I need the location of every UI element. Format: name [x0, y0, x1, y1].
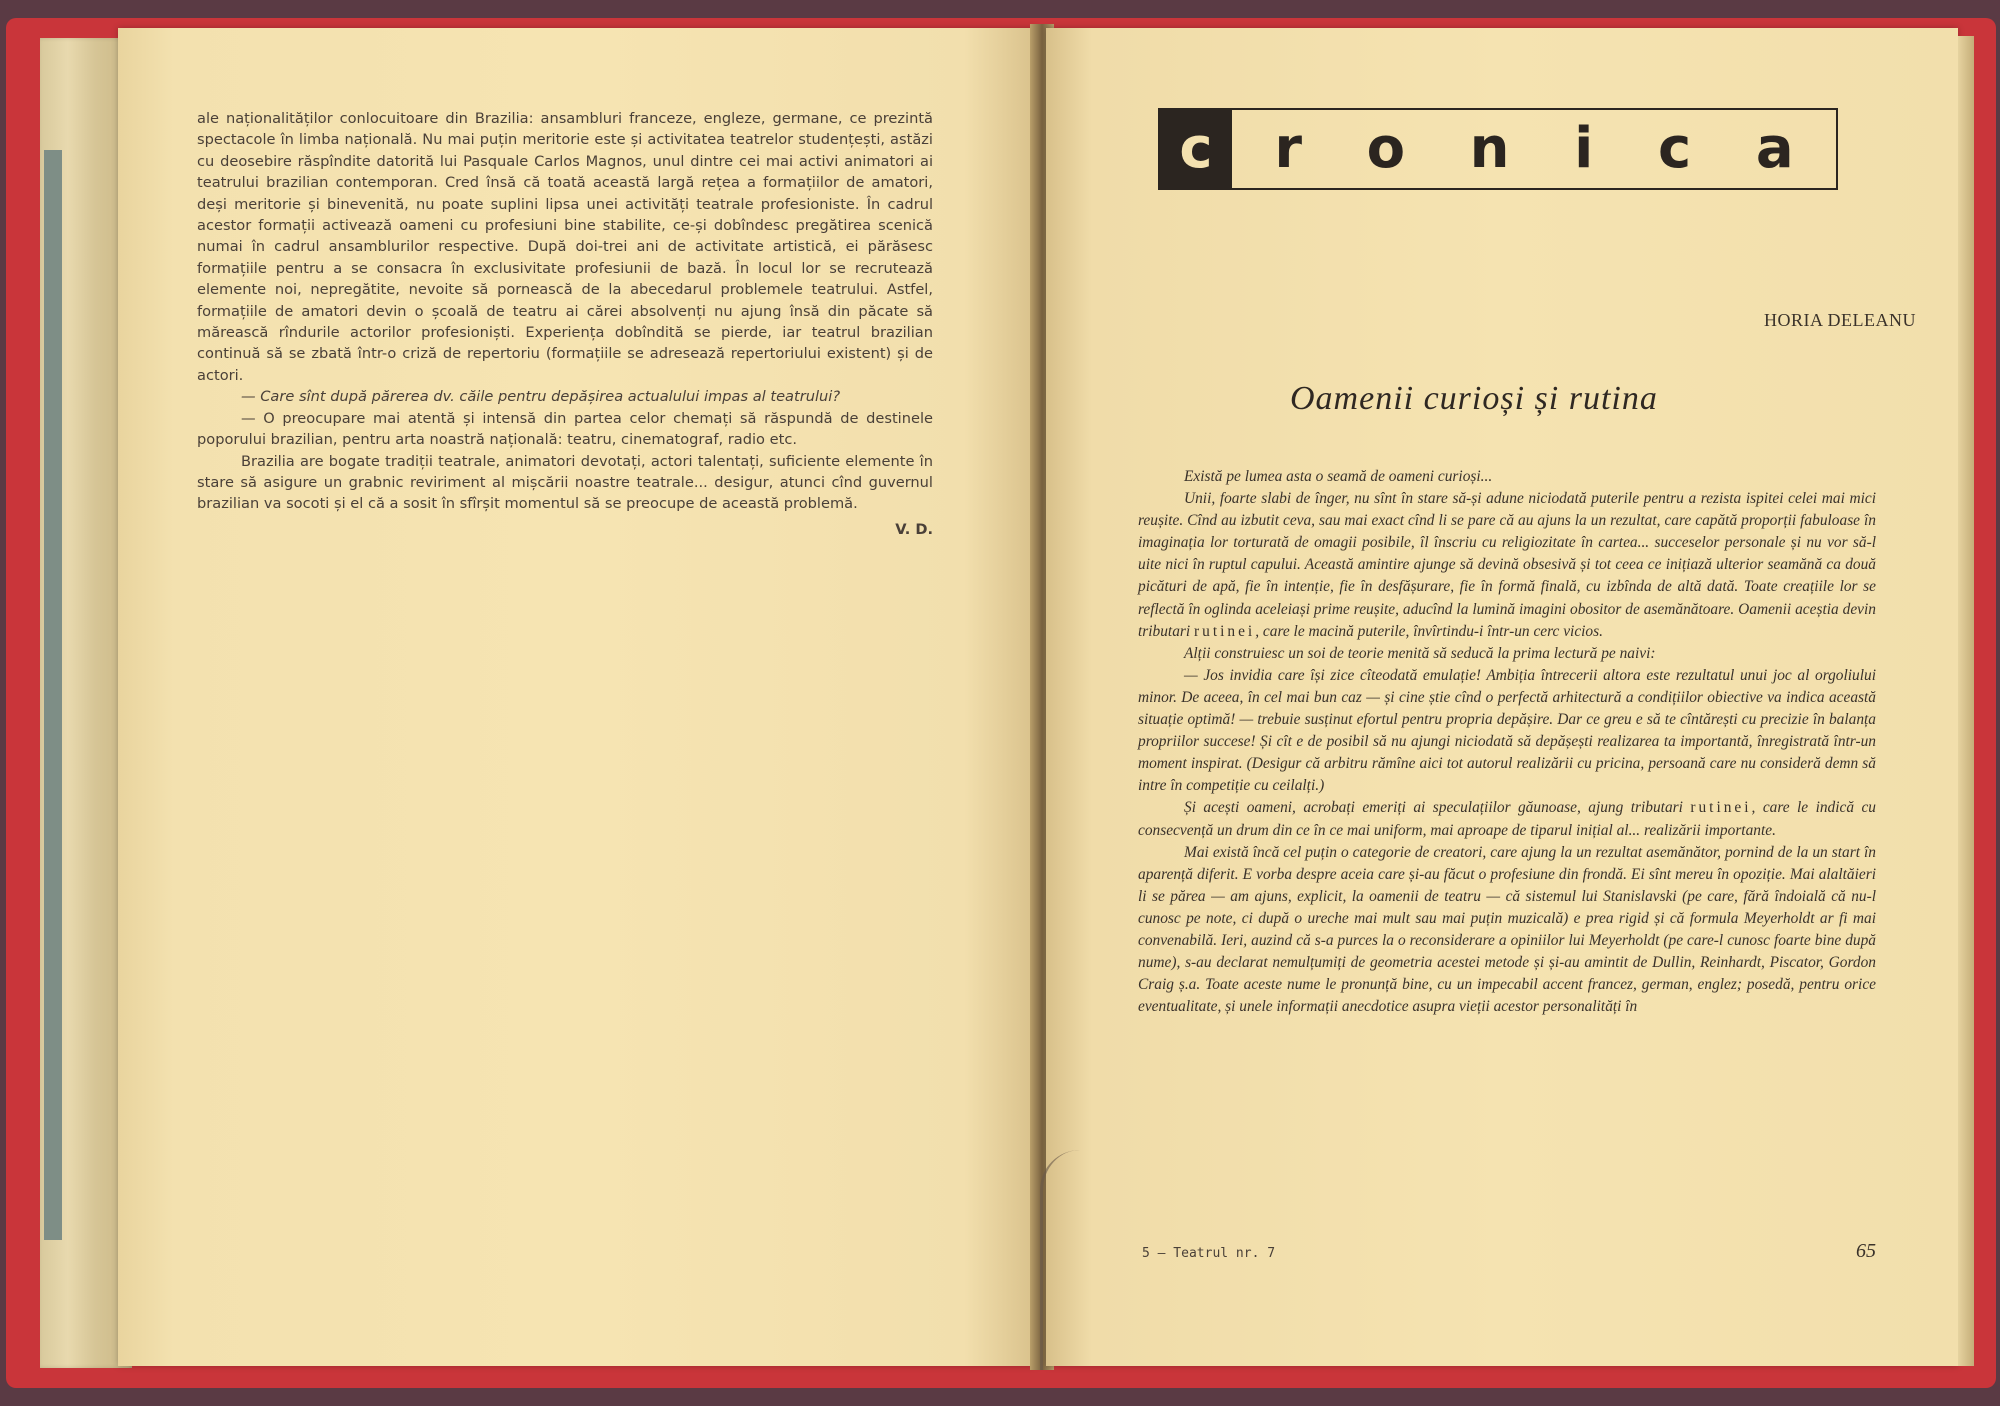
article-title: Oamenii curioși și rutina — [1290, 380, 1658, 417]
left-paragraph-closing: Brazilia are bogate tradiții teatrale, animatori devotați, actori talentați, suficiente elemente în stare să asigure un grabnic reviriment al mișcării noastre teatrale... desigur, atunci cînd guvernul brazilian va socoti și el că a sosit în sfîrșit momentul să se preocupe de această problemă. — [197, 452, 933, 513]
heading-letter: n — [1469, 116, 1510, 181]
heading-letter: c — [1658, 116, 1692, 181]
left-paragraph-question: — Care sînt după părerea dv. căile pentru depășirea actualului impas al teatrului? — [241, 388, 841, 406]
heading-letter: i — [1574, 116, 1594, 181]
p5-text: Și acești oameni, acrobați emeriți ai speculațiilor găunoase, ajung tributari — [1184, 799, 1683, 817]
left-page-text — [197, 108, 933, 540]
p5-end: , care le indică cu consecvență un drum din ce în ce mai uniform, mai aproape de tiparul inițial al... realizării importante. — [1138, 799, 1876, 839]
ribbon-marker — [1040, 1150, 1093, 1370]
right-page-text — [1138, 466, 1876, 1018]
left-signature: V. D. — [895, 520, 933, 538]
heading-letter: o — [1366, 116, 1406, 181]
page-stack-right — [1958, 36, 1974, 1366]
p2-spaced-word: rutinei — [1194, 622, 1256, 640]
right-paragraph-6: Mai există încă cel puțin o categorie de creatori, care ajung la un rezultat asemănător, pornind de la un start în aparență diferit. E vorba despre aceia care și-au făcut o profesiune din frondă. Ei sînt mereu în opoziție. Mai alaltăieri li se părea — am ajuns, explicit, la oamenii de teatru — că sistemul lui Stanislavski (pe care, fără îndoială că nu-l cunosc pe note, ci după o ureche mai mult sau mai puțin muzicală) e prea rigid și că formula Meyerholdt ar fi mai convenabilă. Ieri, auzind că s-a purces la o reconsiderare a opiniilor lui Meyerholdt (pe care-l cunosc foarte bine după nume), s-au declarat nemulțumiți de geometria acestei metode și și-au amintit de Dullin, Reinhardt, Piscator, Gordon Craig ș.a. Toate aceste nume le pronunță bine, cu un impecabil accent francez, german, englez; posedă, pentru orice eventualitate, și unele informații anecdotice asupra vieții acestor personalități în — [1138, 843, 1876, 1016]
right-paragraph-4: — Jos invidia care își zice cîteodată emulație! Ambiția întrecerii altora este rezultatul unui joc al orgoliului minor. De aceea, în cel mai bun caz — și cine știe cînd o perfectă arhitectură a condițiilor obiective va indica această situație optimă! — trebuie susținut efortul pentru propria depășire. Dar ce greu e să te cîntărești cu precizie în balanța propriilor succese! Și cît e de posibil să nu ajungi niciodată să depășești realizarea ta importantă, înregistrată într-un moment inspirat. (Desigur că arbitru rămîne aici tot autorul realizării cu pricina, persoană care nu consideră demn să intre în competiție cu ceilalți.) — [1138, 666, 1876, 795]
heading-letter: r — [1274, 116, 1302, 181]
heading-rest — [1232, 116, 1836, 181]
right-paragraph-5 — [1138, 797, 1876, 841]
left-paragraph-answer: — O preocupare mai atentă și intensă din partea celor chemați să răspundă de destinele poporului brazilian, pentru arta noastră națională: teatru, cinematograf, radio etc. — [197, 409, 933, 449]
section-heading-cronica — [1158, 108, 1838, 190]
heading-first-letter: c — [1160, 110, 1232, 188]
right-paragraph-2 — [1138, 488, 1876, 643]
p2-end: , care le macină puterile, învîrtindu-i într-un cerc vicios. — [1255, 622, 1603, 640]
right-paragraph-1: Există pe lumea asta o seamă de oameni curioși... — [1184, 468, 1493, 485]
bookmark-strip — [44, 150, 62, 1240]
right-paragraph-3: Alții construiesc un soi de teorie menită să seducă la prima lectură pe naivi: — [1184, 644, 1656, 662]
p2-text: Unii, foarte slabi de înger, nu sînt în stare să-și adune niciodată puterile pentru a rezista ispitei celei mai mici reușite. Cînd au izbutit ceva, sau mai exact cînd li se pare că au ajuns la un rezultat, care capătă proporții fabuloase în imaginația lor torturată de omagii posibile, îl înscriu cu religiozitate în cartea... succeselor personale și nu vor să-l uite nici în ruptul capului. Această amintire ajunge să devină obsesivă și tot ceea ce inițiază ulterior seamănă ca două picături de apă, fie în intenție, fie în desfășurare, fie în formă finală, cu izbînda de altă dată. Toate creațiile lor se reflectă în oglinda aceleiași prime reușite, aducînd la lumină imagini obositor de asemănătoare. Oamenii aceștia devin tributari — [1138, 490, 1876, 640]
left-paragraph-1: ale naționalităților conlocuitoare din Brazilia: ansambluri franceze, engleze, germane, ce prezintă spectacole în limba națională. Nu mai puțin meritorie este și activitatea teatrelor studențești, astăzi cu deosebire răspîndite datorită lui Pasquale Carlos Magnos, unul dintre cei mai activi animatori ai teatrului brazilian contemporan. Cred însă că toată această largă rețea a formațiilor de amatori, deși meritorie și binevenită, nu poate suplini lipsa unei activități teatrale profesioniste. În cadrul acestor formații activează oameni cu profesiuni bine stabilite, ce-și dobîndesc pregătirea scenică numai în cadrul ansamblurilor respective. După doi-trei ani de activitate artistică, ei părăsesc formațiile pentru a se consacra în exclusivitate profesiunii de bază. În locul lor se recrutează elemente noi, nepregătite, nevoite să pornească de la abecedarul problemele teatrului. Astfel, formațiile de amatori devin o școală de teatru ai cărei absolvenți nu ajung însă din păcate să mărească rîndurile actorilor profesioniști. Experiența dobîndită se pierde, iar teatrul brazilian continuă să se zbată într-o criză de repertoriu (formațiile se adresează repertoriului existent) și de actori. — [197, 110, 933, 384]
page-number: 65 — [1856, 1240, 1876, 1262]
page-footer: 5 — Teatrul nr. 7 — [1142, 1246, 1276, 1261]
heading-letter: a — [1755, 116, 1794, 181]
article-author: HORIA DELEANU — [1764, 310, 1916, 330]
p5-spaced-word: rutinei — [1690, 799, 1752, 817]
